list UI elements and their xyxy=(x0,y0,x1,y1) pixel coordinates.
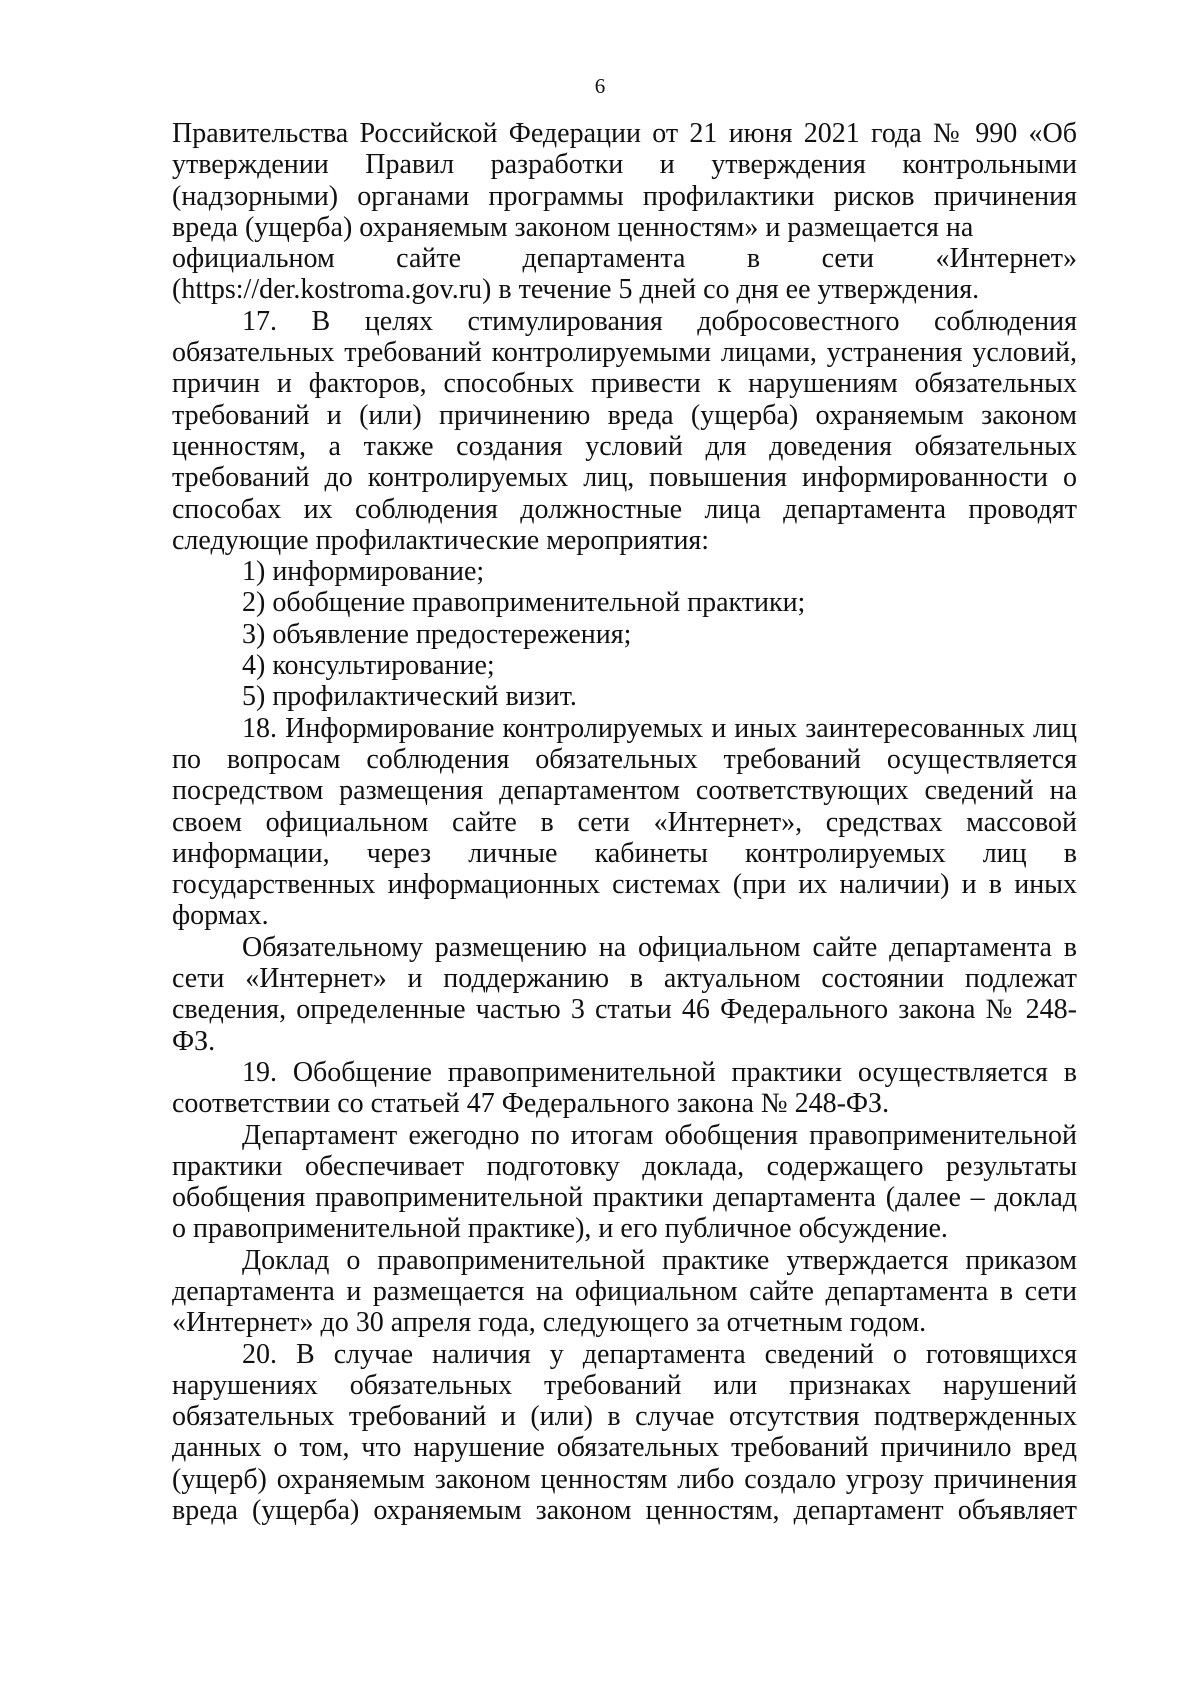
list-item: 1) информирование; xyxy=(242,556,485,588)
document-body xyxy=(172,118,1077,1526)
paragraph: Обязательному размещению на официальном сайте департамента в сети «Интернет» и поддержанию в актуальном состоянии подлежат сведения, определенные частью 3 статьи 46 Федерального закона № 248-ФЗ. xyxy=(172,931,1077,1057)
paragraph-continuation: Правительства Российской Федерации от 21 июня 2021 года № 990 «Об утверждении Правил разработки и утверждения контрольными (надзорными) органами программы профилактики рисков причинения вреда (ущерба) охраняемым законом ценностям» и размещается на xyxy=(172,118,1077,243)
list-item: 5) профилактический визит. xyxy=(242,681,577,713)
list-item: 3) объявление предостережения; xyxy=(242,618,632,650)
paragraph-continuation-line: официальном сайте департамента в сети «Интернет» xyxy=(172,243,1077,275)
paragraph-18: 18. Информирование контролируемых и иных заинтересованных лиц по вопросам соблюдения обязательных требований осуществляется посредством размещения департаментом соответствующих сведений на своем официальном сайте в сети «Интернет», средствах массовой информации, через личные кабинеты контролируемых лиц в государственных информационных системах (при их наличии) и в иных формах. xyxy=(172,712,1077,932)
paragraph-17: 17. В целях стимулирования добросовестного соблюдения обязательных требований контролируемыми лицами, устранения условий, причин и факторов, способных привести к нарушениям обязательных требований и (или) причинению вреда (ущерба) охраняемым законом ценностям, а также создания условий для доведения обязательных требований до контролируемых лиц, повышения информированности о способах их соблюдения должностные лица департамента проводят следующие профилактические мероприятия: xyxy=(172,305,1077,556)
paragraph-20: 20. В случае наличия у департамента сведений о готовящихся нарушениях обязательных требований или признаках нарушений обязательных требований и (или) в случае отсутствия подтвержденных данных о том, что нарушение обязательных требований причинило вред (ущерб) охраняемым законом ценностям либо создало угрозу причинения вреда (ущерба) охраняемым законом ценностям, департамент объявляет xyxy=(172,1338,1077,1527)
list-item: 2) обобщение правоприменительной практики; xyxy=(242,587,806,619)
paragraph-continuation-end: (https://der.kostroma.gov.ru) в течение 5 дней со дня ее утверждения. xyxy=(172,274,980,306)
paragraph: Департамент ежегодно по итогам обобщения правоприменительной практики обеспечивает подготовку доклада, содержащего результаты обобщения правоприменительной практики департамента (далее – доклад о правоприменительной практике), и его публичное обсуждение. xyxy=(172,1119,1077,1245)
paragraph: Доклад о правоприменительной практике утверждается приказом департамента и размещается на официальном сайте департамента в сети «Интернет» до 30 апреля года, следующего за отчетным годом. xyxy=(172,1244,1077,1339)
list-item: 4) консультирование; xyxy=(242,650,495,682)
page-number: 6 xyxy=(594,74,606,98)
paragraph-19: 19. Обобщение правоприменительной практики осуществляется в соответствии со статьей 47 Федерального закона № 248-ФЗ. xyxy=(172,1056,1077,1120)
